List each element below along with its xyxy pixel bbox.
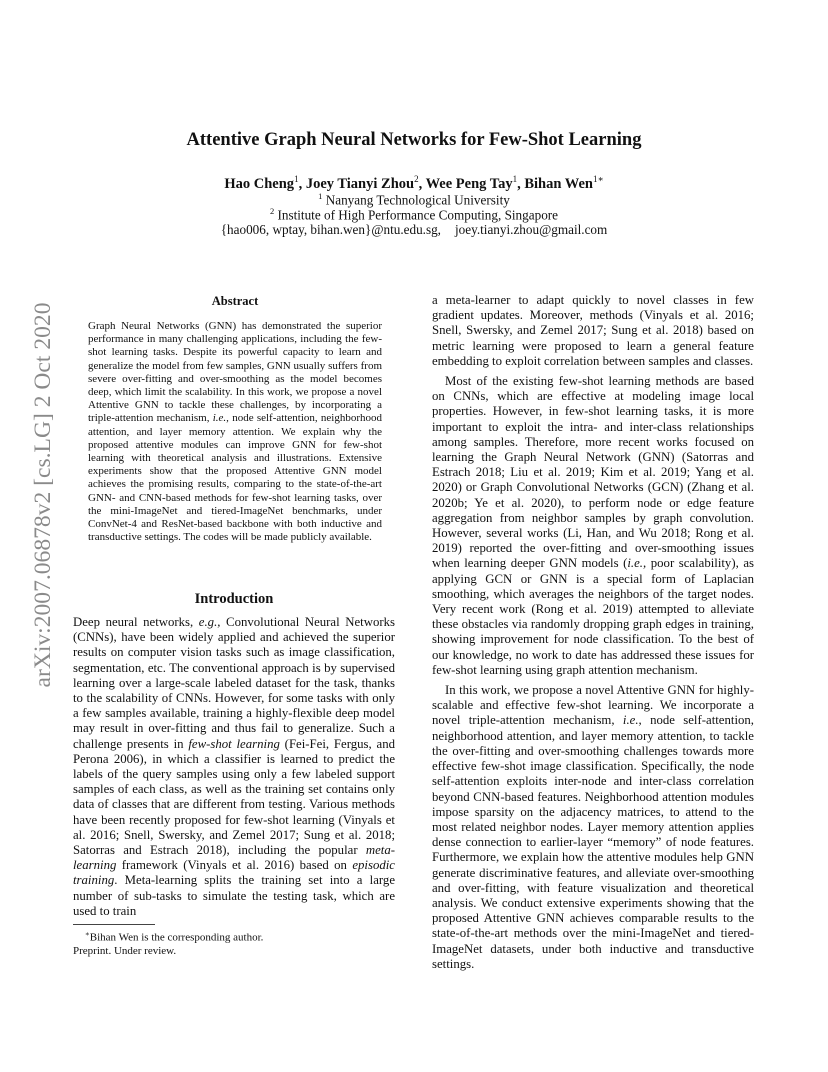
author-mark: 1: [512, 174, 518, 184]
abstract-paragraph: Graph Neural Networks (GNN) has demonstrated the superior performance in many challenging applications, including the few-shot learning tasks. Despite its powerful capacity to learn and generalize the model from few samples, GNN usually suffers from severe over-fitting and over-smoothing as the model becomes deep, which limit the scalability. In this work, we propose a novel Attentive GNN to tackle these challenges, by incorporating a triple-attention mechanism, i.e., node self-attention, neighborhood attention, and layer memory attention. We explain why the proposed attentive modules can improve GNN for few-shot learning with theoretical analysis and illustrations. Extensive experiments show that the proposed Attentive GNN model achieves the promising results, comparing to the state-of-the-art GNN- and CNN-based methods for few-shot learning tasks, over the mini-ImageNet and tiered-ImageNet benchmarks, under ConvNet-4 and ResNet-based backbone with both inductive and transductive settings. The codes will be made publicly available.: [88, 320, 382, 544]
author-mark: 2: [414, 174, 419, 184]
author-name: Joey Tianyi Zhou: [305, 175, 415, 192]
intro-paragraph: In this work, we propose a novel Attentive GNN for highly-scalable and effective few-shot learning. We incorporate a novel triple-attention mechanism, i.e., node self-attention, neighborhood attention, and layer memory attention, to tackle the over-fitting and over-smoothing challenges towards more effective few-shot image classification. Specifically, the node self-attention exploits inter-node and inter-class correlation beyond CNN-based features. Neighborhood attention modules impose sparsity on the adjacency matrices, to attend to the most related neighbor nodes. Layer memory attention applies dense connection to earlier-layer “memory” of node features. Furthermore, we explain how the attentive modules help GNN generate discriminative features, and alleviate over-smoothing and over-fitting, with feature visualization and theoretical analysis. We conduct extensive experiments showing that the proposed Attentive GNN achieves comparable results to the state-of-the-art methods over the mini-ImageNet and tiered-ImageNet datasets, under both inductive and transductive settings.: [432, 683, 754, 971]
author-mark: 1: [294, 174, 299, 184]
author-name: Hao Cheng: [224, 175, 295, 192]
affiliation-mark: 1: [318, 191, 323, 201]
paper-title: Attentive Graph Neural Networks for Few-Shot Learning: [186, 130, 642, 150]
author-name: Wee Peng Tay: [425, 175, 513, 192]
author-emails: [0, 222, 828, 238]
affiliation-mark: 2: [269, 206, 275, 216]
footnote-text: Bihan Wen is the corresponding author.: [89, 931, 264, 944]
intro-paragraph: a meta-learner to adapt quickly to novel classes in few gradient updates. Moreover, methods (Vinyals et al. 2016; Snell, Swersky, and Zemel 2017; Sung et al. 2018) based on metric learning were proposed to learn a general feature embedding to exploit correlation between samples and classes.: [432, 293, 754, 368]
footnote-rule: [73, 924, 155, 925]
author-mark: 1∗: [593, 174, 604, 184]
affiliation: [0, 206, 828, 223]
intro-paragraph: Deep neural networks, e.g., Convolutional Neural Networks (CNNs), have been widely applied and achieved the superior results on computer vision tasks such as image classification, segmentation, etc. The conventional approach is by supervised learning over a large-scale labeled dataset for the task, thanks to the scalability of CNNs. However, for some tasks with only a few samples available, training a highly-flexible deep model may result in over-fitting and thus fail to generalize. Such a challenge presents in few-shot learning (Fei-Fei, Fergus, and Perona 2006), in which a classifier is learned to predict the labels of the query samples using only a few labeled support samples of each class, as well as the training set contains only data of classes that are different from testing. Various methods have been recently proposed for few-shot learning (Vinyals et al. 2016; Snell, Swersky, and Zemel 2017; Sung et al. 2018; Satorras and Estrach 2018), including the popular meta-learning framework (Vinyals et al. 2016) based on episodic training. Meta-learning splits the training set into a large number of sub-tasks to simulate the testing task, which are used to train: [73, 615, 395, 918]
affiliation-name: Institute of High Performance Computing, Singapore: [277, 207, 559, 223]
arxiv-id-text: arXiv:2007.06878v2 [cs.LG] 2 Oct 2020: [30, 311, 55, 688]
introduction-heading: Introduction: [194, 591, 274, 607]
email-text: {hao006, wptay, bihan.wen}@ntu.edu.sg,: [220, 222, 441, 237]
intro-paragraph: Most of the existing few-shot learning methods are based on CNNs, which are effective at modeling image local properties. However, in few-shot learning tasks, it is more important to exploit the intra- and inter-class relationships among samples. Therefore, more recent works focused on learning the Graph Neural Network (GNN) (Satorras and Estrach 2018; Liu et al. 2019; Kim et al. 2019; Yang et al. 2020) or Graph Convolutional Networks (GCN) (Zhang et al. 2020b; Ye et al. 2020), to perform node or edge feature aggregation from neighbor samples by graph convolution. However, several works (Li, Han, and Wu 2018; Rong et al. 2019) reported the over-fitting and over-smoothing issues when learning deeper GNN models (i.e., poor scalability), as applying GCN or GNN is a special form of Laplacian smoothing, which averages the neighbors of the target nodes. Very recent work (Rong et al. 2019) attempted to alleviate these obstacles via randomly dropping graph edges in training, showing improvement for node classification. To the best of our knowledge, no work to date has addressed these issues for few-shot learning using graph attention mechanism.: [432, 374, 754, 677]
intro-left-column: [73, 615, 395, 919]
footnotes: [73, 928, 395, 959]
intro-right-column: [432, 293, 754, 972]
author-list: Hao Cheng$^1$, Joey Tianyi Zhou$^2$, Wee Peng Tay$^1$, Bihan Wen$^{1∗}$: [224, 174, 604, 192]
affiliation-name: Nanyang Technological University: [325, 192, 510, 208]
abstract-heading: Abstract: [211, 294, 259, 308]
footnote-corresponding: [73, 928, 395, 945]
footnote-mark: ∗: [85, 930, 90, 938]
footnote-preprint: Preprint. Under review.: [73, 945, 177, 958]
author-name: Bihan Wen: [524, 175, 593, 192]
email-text: joey.tianyi.zhou@gmail.com: [454, 222, 608, 237]
abstract-text: [88, 320, 382, 544]
arxiv-stamp: [20, 300, 60, 690]
